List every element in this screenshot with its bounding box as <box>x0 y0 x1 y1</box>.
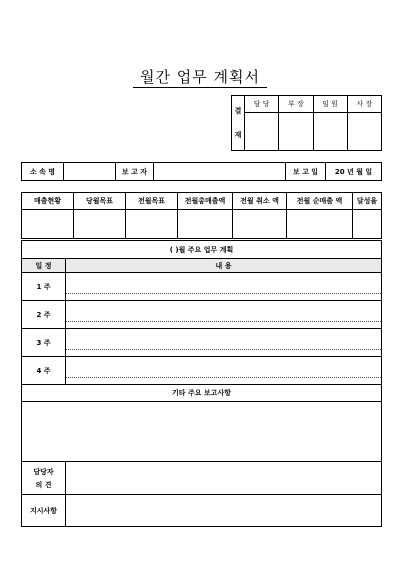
sales-header-month-target: 당월목표 <box>74 193 126 210</box>
week-3-label: 3 주 <box>22 329 66 357</box>
sales-cell-month-target[interactable] <box>74 210 126 239</box>
week-2-content[interactable] <box>66 301 382 329</box>
reporter-label: 보 고 자 <box>116 163 154 181</box>
approval-header-ceo: 사 장 <box>347 96 381 113</box>
sales-header-prev-cancel: 전월 취소 액 <box>233 193 287 210</box>
sales-cell-prev-target[interactable] <box>126 210 178 239</box>
approval-table <box>231 95 382 151</box>
approval-sign-staff[interactable] <box>245 113 279 151</box>
instructions-field[interactable] <box>66 495 382 527</box>
document-title: 월간 업무 계획서 <box>140 68 260 86</box>
week-4-label: 4 주 <box>22 357 66 385</box>
staff-opinion-label: 담당자 의 견 <box>22 462 66 495</box>
week-4-content[interactable] <box>66 357 382 385</box>
dept-field[interactable] <box>64 163 116 181</box>
sales-header-prev-net: 전월 순매출 액 <box>287 193 353 210</box>
plan-header-content: 내 용 <box>66 259 382 273</box>
sales-header-prev-total: 전월총매출액 <box>178 193 233 210</box>
approval-sign-manager[interactable] <box>279 113 313 151</box>
staff-opinion-field[interactable] <box>66 462 382 495</box>
sales-header-status: 매출현황 <box>22 193 74 210</box>
week-3-content[interactable] <box>66 329 382 357</box>
sales-cell-status[interactable] <box>22 210 74 239</box>
plan-title: ( )월 주요 업무 계획 <box>22 241 382 259</box>
week-1-content[interactable] <box>66 273 382 301</box>
sales-cell-prev-cancel[interactable] <box>233 210 287 239</box>
sales-table <box>21 192 382 239</box>
report-date-field[interactable]: 20 년 월 일 <box>326 163 382 181</box>
sales-header-achievement: 달성율 <box>353 193 382 210</box>
week-2-label: 2 주 <box>22 301 66 329</box>
reporter-field[interactable] <box>154 163 286 181</box>
instructions-label: 지시사항 <box>22 495 66 527</box>
approval-sign-executive[interactable] <box>313 113 347 151</box>
week-1-label: 1 주 <box>22 273 66 301</box>
info-table <box>21 162 382 181</box>
plan-header-schedule: 일 정 <box>22 259 66 273</box>
other-matters-field[interactable] <box>22 402 382 462</box>
approval-header-manager: 부 장 <box>279 96 313 113</box>
plan-table <box>21 240 382 527</box>
other-matters-title: 기타 주요 보고사항 <box>22 385 382 402</box>
approval-sign-ceo[interactable] <box>347 113 381 151</box>
approval-header-staff: 담 당 <box>245 96 279 113</box>
title-underline <box>133 87 267 88</box>
sales-cell-achievement[interactable] <box>353 210 382 239</box>
sales-cell-prev-total[interactable] <box>178 210 233 239</box>
sales-header-prev-target: 전월목표 <box>126 193 178 210</box>
approval-side-label: 결 재 <box>232 96 245 151</box>
dept-label: 소 속 명 <box>22 163 64 181</box>
approval-header-executive: 임 원 <box>313 96 347 113</box>
sales-cell-prev-net[interactable] <box>287 210 353 239</box>
report-date-label: 보 고 일 <box>286 163 326 181</box>
